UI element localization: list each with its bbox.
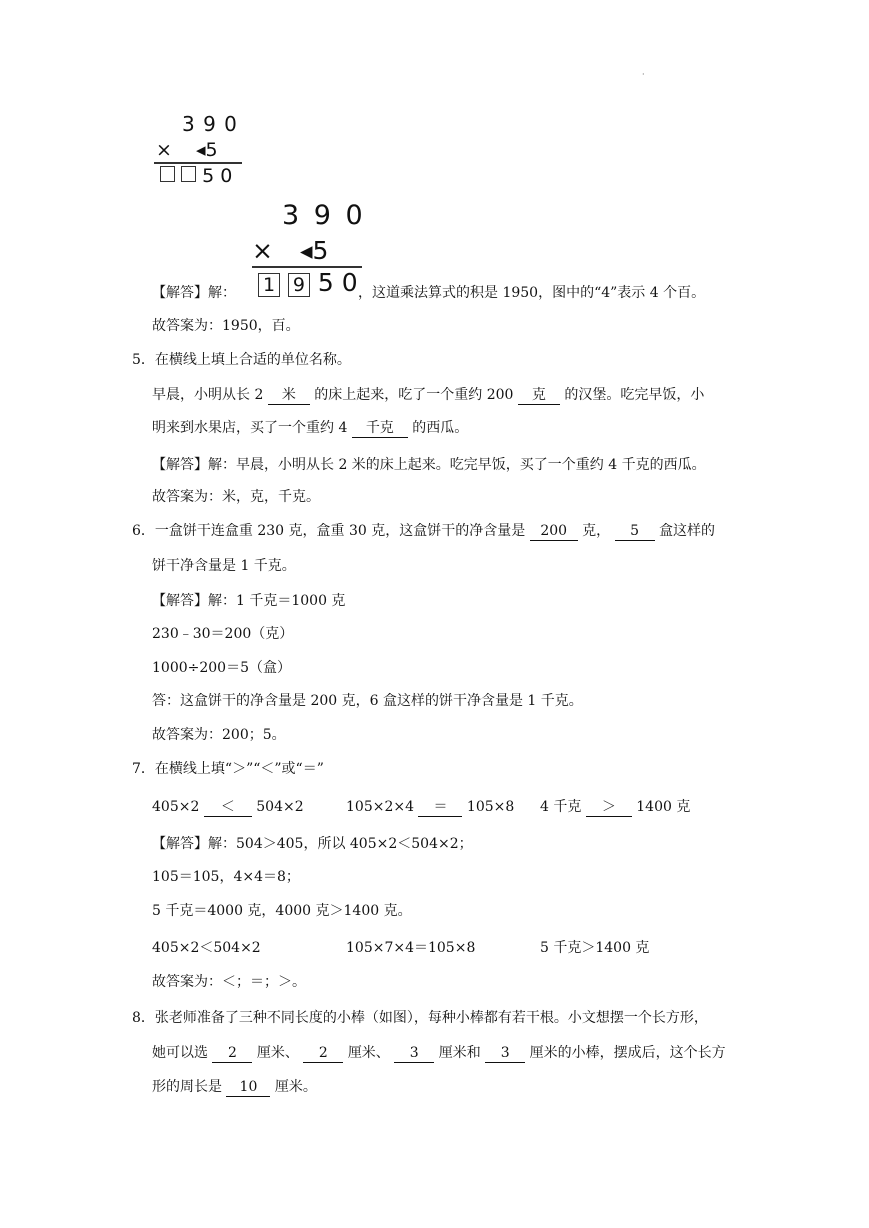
text: 105×8 xyxy=(466,799,515,815)
calc-small-multiplier: ◂5 xyxy=(196,139,218,161)
q7-result3: 5 千克＞1400 克 xyxy=(540,940,650,956)
q7-result1: 405×2＜504×2 xyxy=(152,940,261,956)
q4-answer-tag: 【解答】解： xyxy=(152,285,236,301)
calc-large-sign: × xyxy=(252,236,273,265)
q5-final: 故答案为：米，克，千克。 xyxy=(152,489,320,505)
page-dot: · xyxy=(642,70,645,79)
text: 厘米和 xyxy=(438,1045,481,1061)
q6-step1: 【解答】解：1 千克＝1000 克 xyxy=(152,593,346,609)
blank-answer: 3 xyxy=(394,1045,434,1063)
text: 4 千克 xyxy=(540,799,582,815)
blank-answer: 200 xyxy=(530,523,578,541)
q4-final: 故答案为：1950，百。 xyxy=(152,318,300,334)
calc-large-multiplicand: 3 9 0 xyxy=(282,200,366,231)
blank-answer: 千克 xyxy=(352,420,408,438)
calc-small xyxy=(150,112,250,192)
text: 的汉堡。吃完早饭，小 xyxy=(564,387,705,403)
q6-step4: 答：这盒饼干的净含量是 200 克，6 盒这样的饼干净含量是 1 千克。 xyxy=(152,693,583,709)
q8-line1: 8．张老师准备了三种不同长度的小棒（如图），每种小棒都有若干根。小文想摆一个长方形， xyxy=(132,1010,708,1026)
blank-answer: 2 xyxy=(303,1045,343,1063)
calc-small-sign: × xyxy=(156,139,172,161)
calc-large-product-tail: 5 0 xyxy=(317,268,358,297)
calc-small-multiplicand: 3 9 0 xyxy=(182,112,238,136)
q5-answer: 【解答】解：早晨，小明从长 2 米的床上起来。吃完早饭，买了一个重约 4 千克的西瓜。 xyxy=(152,457,706,473)
blank-answer: ＜ xyxy=(204,799,252,817)
text: 明来到水果店，买了一个重约 4 xyxy=(152,420,348,436)
blank-answer: ＝ xyxy=(418,799,462,817)
text: 1400 克 xyxy=(636,799,691,815)
blank-answer: 3 xyxy=(485,1045,525,1063)
text: 厘米的小棒，摆成后，这个长方 xyxy=(529,1045,726,1061)
filled-box-2: 9 xyxy=(288,273,310,297)
blank-answer: 米 xyxy=(268,387,310,405)
text: 她可以选 xyxy=(152,1045,208,1061)
q7-title: 7．在横线上填“＞”“＜”或“＝” xyxy=(132,761,324,777)
q6-final: 故答案为：200；5。 xyxy=(152,727,286,743)
calc-large-multiplier: ◂5 xyxy=(300,236,329,265)
q7-result2: 105×7×4＝105×8 xyxy=(346,940,476,956)
q7-exercises xyxy=(152,797,304,817)
text: 405×2 xyxy=(152,799,200,815)
text: 早晨，小明从长 2 xyxy=(152,387,264,403)
text: 克， xyxy=(582,523,611,539)
text: 105×2×4 xyxy=(346,799,414,815)
text: 的西瓜。 xyxy=(412,420,469,436)
q8-line3 xyxy=(152,1077,317,1097)
q4-answer-text: ，这道乘法算式的积是 1950，图中的“4”表示 4 个百。 xyxy=(358,285,706,301)
calc-small-product xyxy=(160,165,232,187)
calc-small-line xyxy=(154,162,242,164)
text: 盒这样的 xyxy=(659,523,716,539)
q7-step1: 【解答】解：504＞405，所以 405×2＜504×2； xyxy=(152,836,473,852)
text: 6．一盒饼干连盒重 230 克，盒重 30 克，这盒饼干的净含量是 xyxy=(132,523,526,539)
calc-small-product-tail: 5 0 xyxy=(202,165,233,187)
q7-exercise2 xyxy=(346,797,514,817)
blank-box xyxy=(181,166,196,182)
q6-step2: 230﹣30＝200（克） xyxy=(152,626,294,642)
q5-title: 5．在横线上填上合适的单位名称。 xyxy=(132,352,351,368)
q5-line1 xyxy=(152,385,704,405)
q8-line2 xyxy=(152,1043,726,1063)
q7-final: 故答案为：＜；＝；＞。 xyxy=(152,974,306,990)
q7-step2: 105＝105，4×4＝8； xyxy=(152,869,300,885)
blank-answer: 克 xyxy=(518,387,560,405)
q6-line1 xyxy=(132,521,715,541)
q7-step3: 5 千克＝4000 克，4000 克＞1400 克。 xyxy=(152,903,412,919)
filled-box-1: 1 xyxy=(258,273,280,297)
blank-answer: 10 xyxy=(226,1079,270,1097)
text: 形的周长是 xyxy=(152,1079,222,1095)
text: 厘米、 xyxy=(347,1045,390,1061)
blank-box xyxy=(160,166,175,182)
blank-answer: 5 xyxy=(615,523,655,541)
text: 厘米、 xyxy=(256,1045,299,1061)
blank-answer: 2 xyxy=(212,1045,252,1063)
text: 厘米。 xyxy=(274,1079,317,1095)
q7-exercise3 xyxy=(540,797,690,817)
text: 的床上起来，吃了一个重约 200 xyxy=(314,387,514,403)
q6-line2: 饼干净含量是 1 千克。 xyxy=(152,558,296,574)
q5-line2 xyxy=(152,418,468,438)
q6-step3: 1000÷200＝5（盒） xyxy=(152,660,291,676)
text: 504×2 xyxy=(256,799,304,815)
calc-large-product xyxy=(258,268,358,297)
blank-answer: ＞ xyxy=(586,799,632,817)
calc-large xyxy=(250,198,370,302)
